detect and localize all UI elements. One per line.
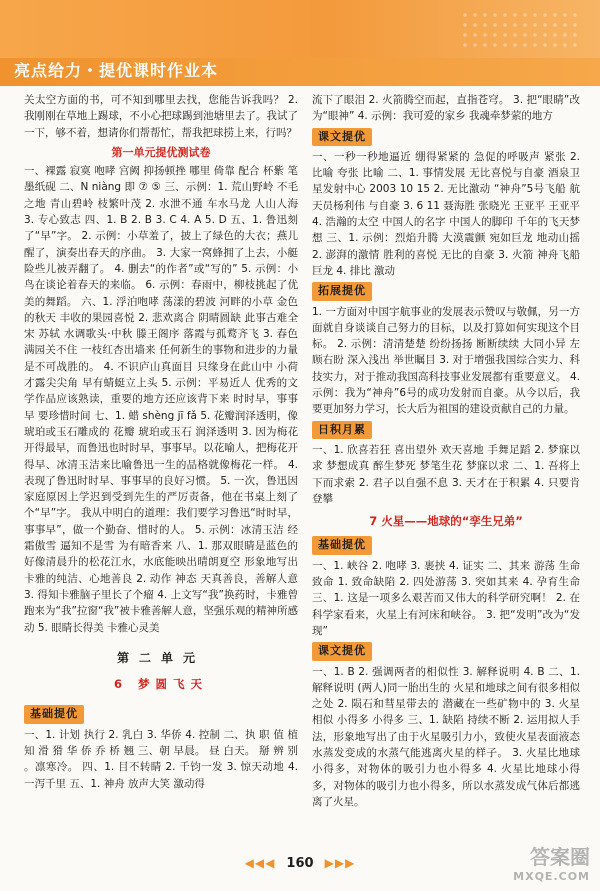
left-top-paragraph: 关太空方面的书，可不知到哪里去找，您能告诉我吗？ 2. 我刚刚在草地上踢球，不小心把球踢到池塘里去了。我试了一下，够不着，想请你们帮帮忙，帮我把球捞上来，行吗？ (24, 94, 298, 139)
right-top-paragraph: 流下了眼泪 2. 火箭腾空而起，直指苍穹。 3. 把“眼睛”改为“眼神” 4. 示例：我可爱的家乡 我魂牵梦萦的地方 (312, 94, 580, 123)
daily-answers: 一、1. 欣喜若狂 喜出望外 欢天喜地 手舞足蹈 2. 梦寐以求 梦想成真 醉生梦死 梦笔生花 梦寐以求 二、1. 吾将上下而求索 2. 君子以自强不息 3. 天才在于积累 4. 只要肯登攀 (312, 443, 580, 505)
lesson-6-title: 6 梦圆飞天 (113, 677, 208, 692)
left-column (24, 92, 298, 792)
right-column (312, 92, 580, 810)
section-tag-basic-7: 基础提优 (312, 536, 372, 554)
section-tag-expand: 拓展提优 (312, 282, 372, 300)
unit-test-title: 第一单元提优测试卷 (111, 145, 211, 159)
lesson-7-class-answers: 一、1. B 2. 强调两者的相似性 3. 解释说明 4. B 二、1. 解释说明 (两人)同一胎出生的 火星和地球之间有很多相似之处 2. 陨石和彗星带去的 潜藏在一些矿物中的 3. 火星 相似 小得多 小得多 三、1. 缺陷 持续不断 2. 运用拟人手法，形象地写出了由于火星吸引力小，致使火星表面液态水蒸发变成的水蒸气能逃离火星的样子。 3. 火星比地球小得多，对物体的吸引力也小得多 4. 火星比地球小得多，对物体的吸引力也小得多，所以水蒸发成气体后都逃离了火星。 (312, 665, 580, 808)
page-number: 160 (286, 856, 314, 871)
unit-test-answers: 一、裸露 寂寞 咆哮 宫阙 抑扬顿挫 哪里 倚靠 配合 杯紫 笔墨纸砚 二、N niàng 即 ⑦ ⑤ 三、示例：1. 荒山野岭 不毛之地 青山碧岭 枝繁叶茂 2. 水泄不通 车水马龙 人山人海 3. 专心致志 四、1. B 2. B 3. C 4. A 5. D 五、1. 鲁迅刻了“早”字。 2. 示例：小草羞了，披上了绿色的大衣；燕儿醒了，演奏出春天的序曲。 3. 大家一窝蜂拥了上去，小艇险些儿被弄翻了。 4. 删去“的作者”或“写的” 5. 示例：小鸟在谈论着春天的来临。 6. 示例：春雨中，柳枝挑起了优美的舞蹈。 六、1. 浮泊咆哮 荡漾的碧波 河畔的小草 金色的秋天 丰收的果园喜悦 2. 悲欢离合 阴晴圆缺 此事古难全 宋 苏轼 水调歌头·中秋 滕王阁序 落霞与孤鹜齐飞 3. 春色满园关不住 一枝红杏出墙来 任何新生的事物和进步的力量是不可战胜的。 4. 不识庐山真面目 只缘身在此山中 小荷才露尖尖角 早有蜻蜓立上头 5. 示例：平易近人 优秀的文学作品应该熟读，重要的地方还应该背下来 时时早，事事早 要珍惜时间 七、1. 蜡 shèng jī fǎ 5. 花瓣润泽透明，像琥珀或玉石雕成的 花瓣 琥珀或玉石 润泽透明 3. 因为梅花开得最早，而鲁迅也时时早，事事早。以花喻人，把梅花开得早、冰清玉洁来比喻鲁迅一生的品格就像梅花一样。 4. 表现了鲁迅时时早、事事早的良好习惯。 5. 一次，鲁迅因家庭原因上学迟到受到先生的严厉责备，他在书桌上刻了个“早”字。 我从中明白的道理：我们要学习鲁迅“时时早，事事早”，做一个勤奋、惜时的人。 5. 示例：冰清玉洁 经霜傲雪 逼知不是雪 为有暗香来 八、1. 那双眼睛是蓝色的 好像清晨升的松花江水，水底能映出晴朗夏空 形象地写出卡雅的纯洁、心地善良 2. 动作 神态 天真善良，善解人意 3. 得知卡雅脑子里长了个瘤 4. 上文写“我”换药时，卡雅曾跑来为“我”拉窗“我”被卡雅善解人意，坚强乐观的精神所感动 5. 眼睛长得美 卡雅心灵美 (24, 165, 298, 634)
header-dot-pattern (460, 10, 580, 50)
section-tag-class-7: 课文提优 (312, 642, 372, 660)
page-header (0, 0, 600, 86)
lesson-7-basic-answers: 一、1. 峡谷 2. 咆哮 3. 裹挟 4. 证实 二、其来 游荡 生命 致命 1. 致命缺陷 2. 四处游荡 3. 突如其来 4. 孕育生命 三、1. 这是一项多么艰苦而又伟大的科学研究啊！ 2. 在科学家看来，火星上有河床和峡谷。 3. 把“发明”改为“发现” (312, 559, 580, 637)
lesson-6-basic-answers: 一、1. 计划 执行 2. 乳白 3. 华侨 4. 控制 二、执 职 值 植 知 滑 猾 华 侨 乔 桥 翘 三、朝 早晨。 昼 白天。 掰 辨 别 。凛寒冷。 四、1. 目不转睛 2. 千钧一发 3. 惊天动地 4. 一泻千里 五、1. 神舟 放声大笑 激动得 (24, 728, 298, 790)
watermark-text: 答案圈 (530, 845, 590, 869)
class-answers: 一、一秒一秒地逼近 绷得紧紧的 急促的呼吸声 紧张 2. 比喻 夸张 比喻 二、1. 事情发展 无比喜悦与自豪 酒泉卫星发射中心 2003 10 15 2. 无比激动 “神舟”5号飞船 航天员杨利伟 与自豪 3. 6 11 聂海胜 张晓光 王亚平 王亚平 4. 浩瀚的太空 中国人的名字 中国人的脚印 千年的飞天梦想 三、1. 示例：烈焰升腾 大漠震颤 宛如巨龙 地动山摇 2. 澎湃的激情 胜利的喜悦 无比的自豪 3. 火箭 神舟飞船 巨龙 4. 排比 激动 (312, 150, 580, 277)
lesson-7-title: 7 火星——地球的“孪生兄弟” (369, 514, 523, 529)
right-arrows-icon: ▶▶▶ (324, 856, 356, 870)
unit-two-title: 第二单元 (116, 650, 205, 665)
expand-answers: 1. 一方面对中国宇航事业的发展表示赞叹与敬佩，另一方面就自身谈谈自己努力的目标，以及打算如何实现这个目标。 2. 示例：清清楚楚 纷纷扬扬 断断续续 大同小异 左顾右盼 深入浅出 举世瞩目 3. 对于增强我国综合实力、科技实力，对于推动我国高科技事业发展都有重要意义。 4. 示例：我为“神舟”6号的成功发射而自豪。从今以后，我要更加努力学习，长大后为祖国的建设贡献自己的力量。 (312, 305, 580, 416)
watermark-sub: MXQE.COM (513, 870, 590, 883)
section-tag-daily: 日积月累 (312, 421, 372, 439)
header-title: 亮点给力・提优课时作业本 (14, 61, 219, 80)
section-tag-basic: 基础提优 (24, 705, 84, 723)
left-arrows-icon: ◀◀◀ (244, 856, 276, 870)
watermark (494, 847, 590, 887)
section-tag-class: 课文提优 (312, 128, 372, 146)
